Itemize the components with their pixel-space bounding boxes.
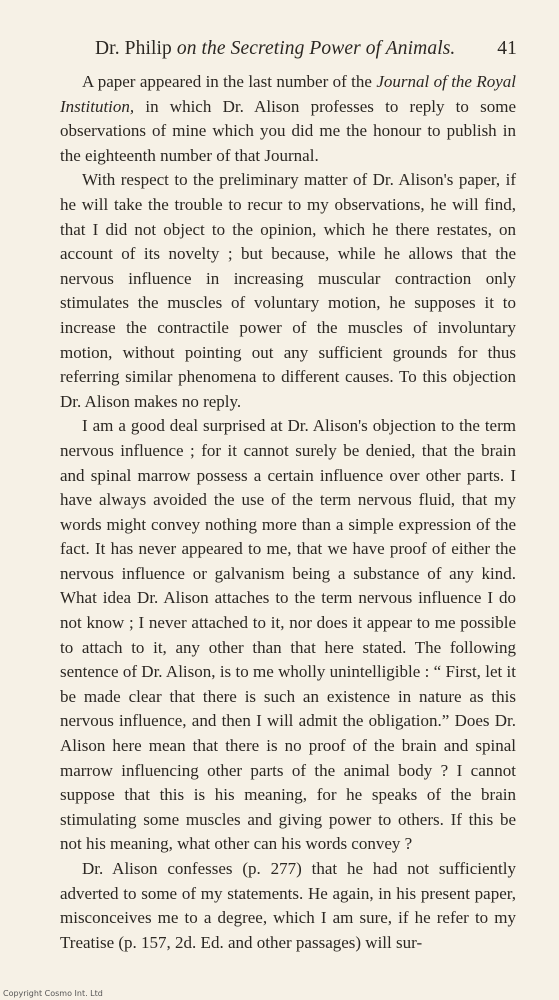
paragraph: A paper appeared in the last number of the Journal of the Royal Institution, in which Dr. Alison professes to reply to some observations of mine which you did me the honour to publish in the eighteenth number of that Journal. xyxy=(60,72,516,165)
paragraph: With respect to the preliminary matter of Dr. Alison's paper, if he will take the trouble to recur to my observations, he will find, that I did not object to the opinion, which he there restates, on account of its novelty ; but because, while he allows that the nervous influence in increasing muscular contraction only stimulates the muscles of voluntary motion, he supposes it to increase the contractile power of the muscles of involuntary motion, without pointing out any sufficient grounds for thus referring similar phenomena to different causes. To this objection Dr. Alison makes no reply. xyxy=(60,170,516,411)
running-head-name: Dr. Philip xyxy=(95,38,172,59)
body-text xyxy=(60,70,516,955)
running-header xyxy=(95,38,519,60)
copyright-notice: Copyright Cosmo Int. Ltd xyxy=(3,989,103,998)
paragraph: Dr. Alison confesses (p. 277) that he had not sufficiently adverted to some of my statements. He again, in his present paper, misconceives me to a degree, which I am sure, if he refer to my Treatise (p. 157, 2d. Ed. and other passages) will sur- xyxy=(60,859,516,952)
journal-title: Journal of the Royal Institution, xyxy=(60,72,516,116)
page-number: 41 xyxy=(497,38,517,59)
running-head-title: on the Secreting Power of Animals. xyxy=(176,38,456,59)
paragraph: I am a good deal surprised at Dr. Alison's objection to the term nervous influence ; for it cannot surely be denied, that the brain and spinal marrow possess a certain influence over other parts. I have always avoided the use of the term nervous fluid, that my words might convey nothing more than a simple expression of the fact. It has never appeared to me, that we have proof of either the nervous influence or galvanism being a substance of any kind. What idea Dr. Alison attaches to the term nervous influence I do not know ; I never attached to it, nor does it appear to me possible to attach to it, any other than that here stated. The following sentence of Dr. Alison, is to me wholly unintelligible : “ First, let it be made clear that there is such an existence in nature as this nervous influence, and then I will admit the obligation.” Does Dr. Alison here mean that there is no proof of the brain and spinal marrow influencing other parts of the animal body ? I cannot suppose that this is his meaning, for he speaks of the brain stimulating some muscles and giving power to others. If this be not his meaning, what other can his words convey ? xyxy=(60,416,516,854)
